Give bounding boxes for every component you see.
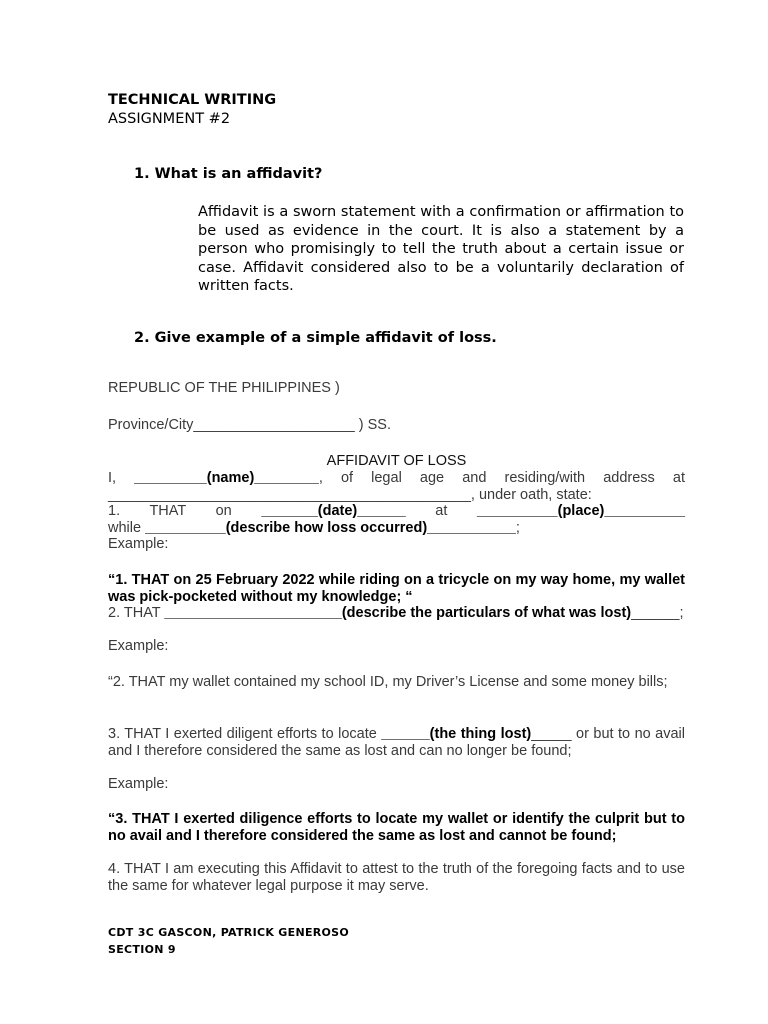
province-prefix: Province/City — [108, 417, 194, 433]
province-line — [108, 417, 685, 434]
footer-section: SECTION 9 — [108, 943, 176, 956]
province-suffix: ) SS. — [354, 417, 391, 433]
example-3-text: “3. THAT I exerted diligence efforts to locate my wallet or identify the culprit but to no avail and I therefore considered the same as lost and cannot be found; — [108, 811, 685, 844]
question-2-label: 2. Give example of a simple affidavit of loss. — [134, 330, 497, 346]
item-3 — [108, 726, 685, 760]
item-3-prefix: 3. THAT I exerted diligent efforts to locate — [108, 726, 382, 742]
item-1-end: ; — [515, 520, 520, 536]
intro-line-2: _____________________________________________, under oath, state: — [108, 487, 592, 503]
footer-author: CDT 3C GASCON, PATRICK GENEROSO — [108, 926, 350, 939]
item-2-end: ______; — [631, 605, 684, 621]
republic-line: REPUBLIC OF THE PHILIPPINES ) — [108, 380, 340, 396]
document-title: TECHNICAL WRITING — [108, 92, 277, 108]
intro-rest: , of legal age and residing/with address at — [318, 470, 685, 486]
name-blank: _________(name)________ — [134, 470, 319, 486]
example-3-label: Example: — [108, 776, 169, 792]
item-1-prefix: 1. THAT on — [108, 503, 262, 519]
example-2-label: Example: — [108, 638, 169, 654]
example-1-text: “1. THAT on 25 February 2022 while riding on a tricycle on my way home, my wallet was pick-pocketed without my knowledge; “ — [108, 572, 685, 605]
particulars-blank: ______________________(describe the particulars of what was lost) — [164, 605, 632, 621]
province-blank: ____________________ — [193, 417, 355, 433]
item-1-while: while — [108, 520, 146, 536]
item-2-prefix: 2. THAT — [108, 605, 165, 621]
example-1-label: Example: — [108, 536, 169, 552]
item-3-rest: _____ or but to no avail and I therefore considered the same as lost and can no longer be found; — [108, 726, 685, 759]
place-blank: __________(place)__________ — [476, 503, 685, 519]
item-1-at: at — [405, 503, 477, 519]
assignment-subtitle: ASSIGNMENT #2 — [108, 111, 231, 127]
intro-prefix: I, — [108, 470, 135, 486]
intro-line-1 — [108, 470, 685, 487]
affidavit-heading: AFFIDAVIT OF LOSS — [326, 453, 467, 469]
item-1-line-2 — [108, 520, 685, 537]
question-1-answer: Affidavit is a sworn statement with a confirmation or affirmation to be used as evidence in the court. It is also a statement by a person who promisingly to tell the truth about a certain issue or case. Affidavit considered also to be a voluntarily declaration of written facts. — [198, 204, 684, 294]
date-blank: _______(date)______ — [261, 503, 406, 519]
example-2-text: “2. THAT my wallet contained my school ID, my Driver’s License and some money bills; — [108, 674, 668, 690]
item-2 — [108, 605, 685, 622]
item-1-line-1 — [108, 503, 685, 520]
thing-lost-blank: ______(the thing lost) — [381, 726, 532, 742]
loss-description-blank: __________(describe how loss occurred)___________ — [145, 520, 516, 536]
item-4: 4. THAT I am executing this Affidavit to attest to the truth of the foregoing facts and to use the same for whatever legal purpose it may serve. — [108, 861, 685, 894]
question-1-label: 1. What is an affidavit? — [134, 166, 323, 182]
